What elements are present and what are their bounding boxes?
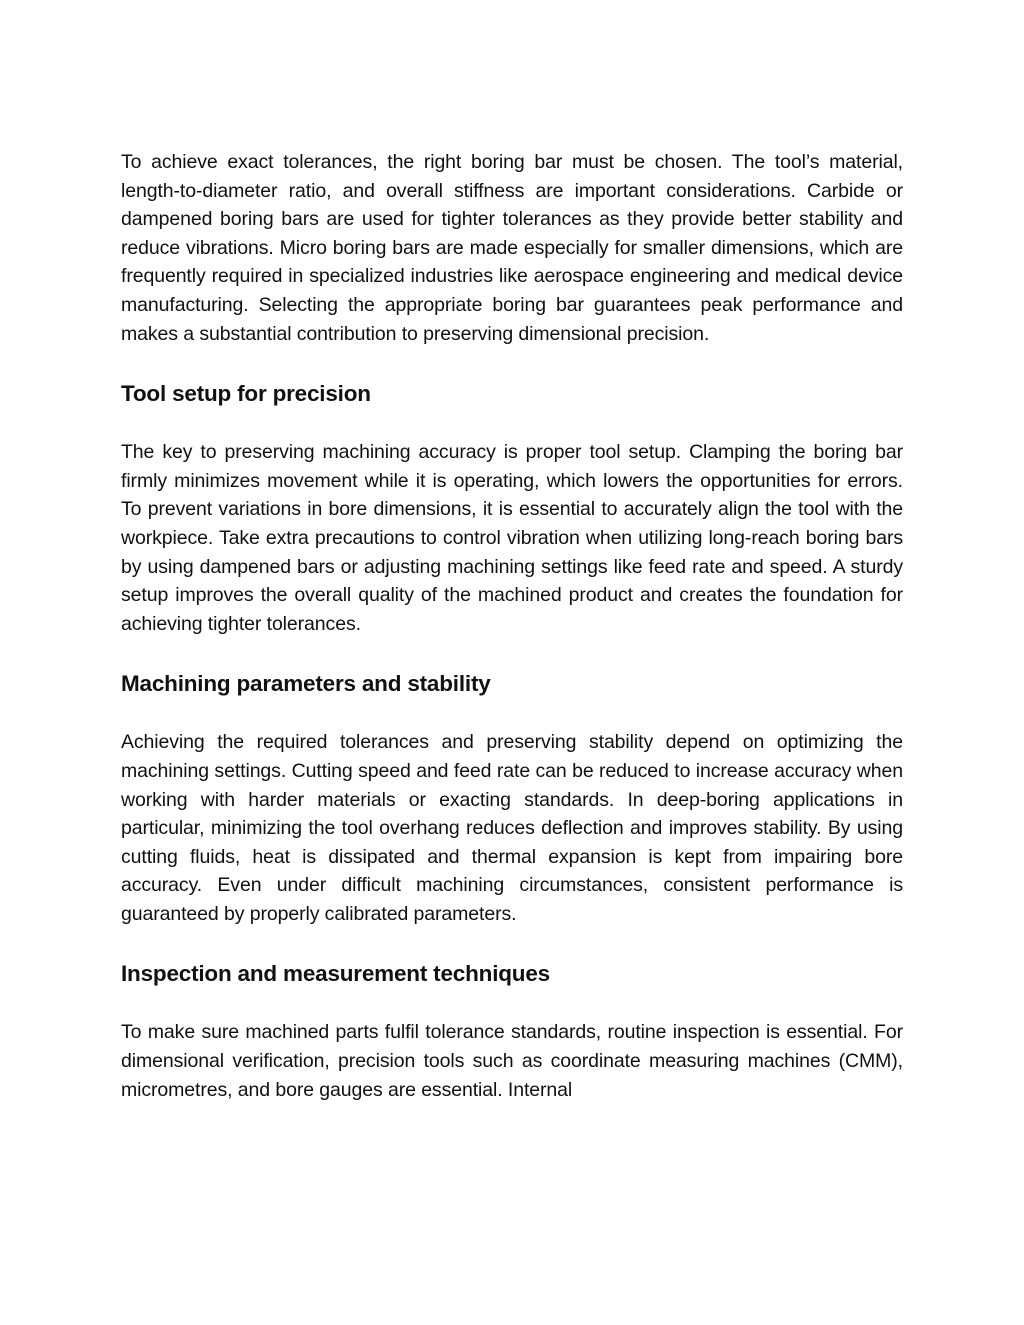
paragraph-machining-parameters: Achieving the required tolerances and preserving stability depend on optimizing the machining settings. Cutting speed and feed rate can be reduced to increase accuracy when working with harder materials or exacting standards. In deep-boring applications in particular, minimizing the tool overhang reduces deflection and improves stability. By using cutting fluids, heat is dissipated and thermal expansion is kept from impairing bore accuracy. Even under difficult machining circumstances, consistent performance is guaranteed by properly calibrated parameters. [121,731,903,925]
heading-machining-parameters: Machining parameters and stability [121,671,491,697]
heading-inspection-techniques: Inspection and measurement techniques [121,961,550,987]
document-page [121,148,903,1104]
paragraph-boring-bar-selection: To achieve exact tolerances, the right boring bar must be chosen. The tool’s material, length-to-diameter ratio, and overall stiffness are important considerations. Carbide or dampened boring bars are used for tighter tolerances as they provide better stability and reduce vibrations. Micro boring bars are made especially for smaller dimensions, which are frequently required in specialized industries like aerospace engineering and medical device manufacturing. Selecting the appropriate boring bar guarantees peak performance and makes a substantial contribution to preserving dimensional precision. [121,151,903,345]
paragraph-inspection-techniques: To make sure machined parts fulfil tolerance standards, routine inspection is essential. For dimensional verification, precision tools such as coordinate measuring machines (CMM), micrometres, and bore gauges are essential. Internal [121,1021,903,1101]
paragraph-tool-setup: The key to preserving machining accuracy is proper tool setup. Clamping the boring bar firmly minimizes movement while it is operating, which lowers the opportunities for errors. To prevent variations in bore dimensions, it is essential to accurately align the tool with the workpiece. Take extra precautions to control vibration when utilizing long-reach boring bars by using dampened bars or adjusting machining settings like feed rate and speed. A sturdy setup improves the overall quality of the machined product and creates the foundation for achieving tighter tolerances. [121,441,903,635]
heading-tool-setup: Tool setup for precision [121,381,371,407]
